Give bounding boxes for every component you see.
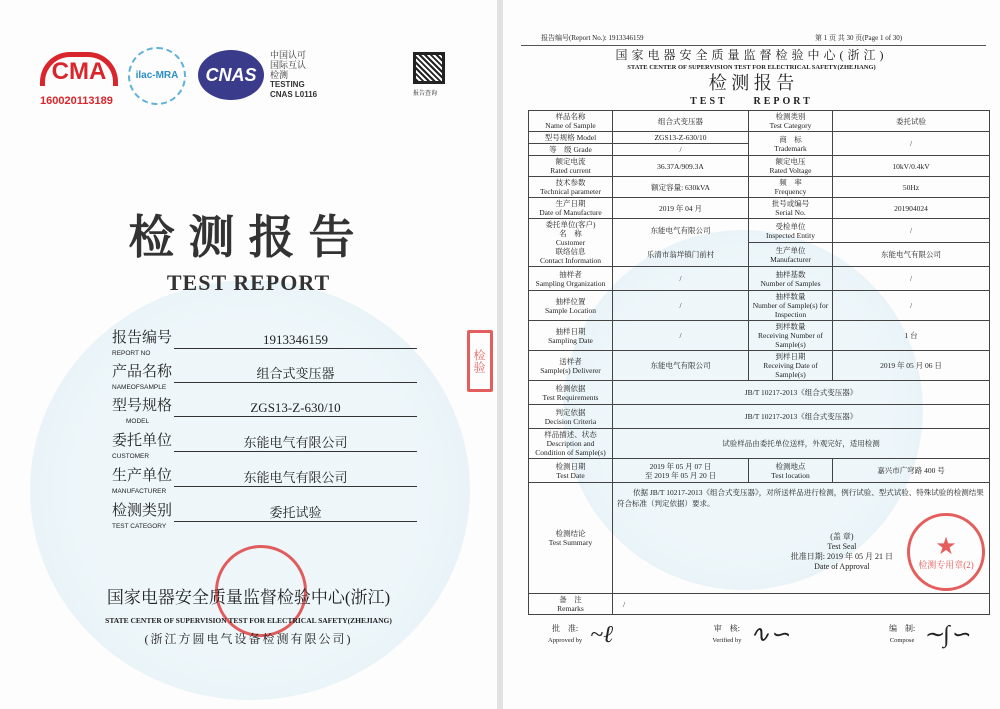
cell-label: 检测结论 xyxy=(555,529,586,538)
cell-value: 2019 年 05 月 06 日 xyxy=(833,351,990,381)
cell-value: / xyxy=(613,144,749,156)
cell-value: / xyxy=(613,321,749,351)
cell-label: 受检单位 xyxy=(775,221,806,231)
label: 生产单位 xyxy=(112,468,173,484)
label: 委托单位 xyxy=(112,433,173,449)
table-row xyxy=(529,132,990,144)
cell-value: 乐清市翁垟镇门前村 xyxy=(613,243,749,267)
org-sub: (浙江方圆电气设备检测有限公司) xyxy=(144,632,353,646)
cell-value: 额定容量: 630kVA xyxy=(613,177,749,198)
field-name-of-sample xyxy=(112,364,417,398)
report-body xyxy=(528,110,990,649)
label: 报告编号 xyxy=(112,330,173,346)
cell-label: 频 率 xyxy=(779,178,802,187)
cell-value: 东能电气有限公司 xyxy=(613,219,749,243)
cell-label-en: Manufacturer xyxy=(770,254,811,264)
cell-label-en: Receiving Number of Sample(s) xyxy=(758,331,823,349)
test-seal-stamp xyxy=(907,513,985,591)
table-row xyxy=(529,459,990,483)
org-name-cn: 国家电器安全质量监督检验中心(浙江) xyxy=(106,588,391,607)
cell-label-en: Serial No. xyxy=(775,208,806,217)
cell-value: / xyxy=(613,291,749,321)
cell-label: 样品名称 xyxy=(555,112,586,121)
cell-label: 检测依据 xyxy=(555,383,586,393)
value: 1913346159 xyxy=(263,332,328,347)
cnas-cn-3: 检测 xyxy=(270,70,289,80)
cell-label: 到样数量 xyxy=(775,322,806,331)
field-manufacturer xyxy=(112,468,417,502)
summary-footer xyxy=(617,513,985,591)
cell-label: 联络信息 xyxy=(555,247,586,256)
qr-code[interactable] xyxy=(413,52,445,84)
report-table xyxy=(528,110,990,615)
cell-label: 抽样日期 xyxy=(555,326,586,336)
label-en: MANUFACTURER xyxy=(112,488,167,495)
cell-value: / xyxy=(613,594,990,615)
cell-label: 备 注 xyxy=(559,595,582,604)
cell-label: 生产日期 xyxy=(555,199,586,208)
cell-label-en: Number of Samples xyxy=(760,278,821,288)
cell-value: 36.37A/909.3A xyxy=(613,156,749,177)
summary-text: 依据 JB/T 10217-2013《组合式变压器》，对所送样品进行检测，例行试验、型式试验、特殊试验的检测结果符合标准（判定依据）要求。 xyxy=(617,488,984,508)
cell-label-en: Receiving Date of Sample(s) xyxy=(763,361,818,379)
label-en: REPORT NO xyxy=(112,350,151,357)
cell-label-en: Sample(s) Deliverer xyxy=(540,365,601,375)
cell-label-en: Number of Sample(s) for Inspection xyxy=(752,301,829,319)
cell-label: 额定电压 xyxy=(775,157,806,166)
table-row xyxy=(529,219,990,243)
cell-label: 检测地点 xyxy=(775,461,806,471)
field-customer xyxy=(112,433,417,467)
cell-label-en: Sample Location xyxy=(544,305,597,315)
cell-label: 送样者 xyxy=(559,356,582,366)
approved-cn: 批 准: xyxy=(551,624,579,633)
label-en: TEST CATEGORY xyxy=(112,523,167,530)
cell-value: JB/T 10217-2013《组合式变压器》 xyxy=(613,405,990,429)
cell-label-en: Test location xyxy=(771,470,810,480)
cell-value: / xyxy=(613,267,749,291)
header-divider xyxy=(521,45,986,46)
verified-by xyxy=(712,621,789,649)
cell-label-en: Inspected Entity xyxy=(766,230,815,240)
report-title-cn: 检 测 报 告 xyxy=(708,73,795,93)
table-row xyxy=(529,483,990,594)
table-row xyxy=(529,321,990,351)
cell-value: / xyxy=(833,132,990,156)
cell-value: 委托试验 xyxy=(833,111,990,132)
cell-value: 嘉兴市广穹路 400 号 xyxy=(833,459,990,483)
table-row xyxy=(529,381,990,405)
cell-label: 额定电流 xyxy=(555,157,586,166)
cell-label-en: Test Date xyxy=(556,470,585,480)
table-row xyxy=(529,267,990,291)
cell-label: 生产单位 xyxy=(775,245,806,255)
value: 组合式变压器 xyxy=(256,366,335,381)
approval-date: 批准日期: 2019 年 05 月 21 日 xyxy=(790,552,893,561)
table-row xyxy=(529,198,990,219)
cell-value: JB/T 10217-2013《组合式变压器》 xyxy=(613,381,990,405)
cell-label: 抽样者 xyxy=(559,269,582,279)
report-org-en: STATE CENTER OF SUPERVISION TEST FOR ELECTRICAL SAFETY(ZHEJIANG) xyxy=(627,64,876,71)
compose-label xyxy=(889,623,915,647)
cell-label-en: Test Requirements xyxy=(542,392,599,402)
cell-label-en: Decision Criteria xyxy=(544,416,597,426)
cnas-logo: CNAS xyxy=(198,50,264,100)
table-row xyxy=(529,594,990,615)
report-org-cn: 国家电器安全质量监督检验中心(浙江) xyxy=(615,48,888,62)
verified-en: Verified by xyxy=(712,637,742,644)
cell-value: 2019 年 05 月 07 日 xyxy=(649,461,712,471)
table-row xyxy=(529,351,990,381)
table-row xyxy=(529,156,990,177)
table-row xyxy=(529,429,990,459)
cell-value: / xyxy=(833,219,990,243)
cell-label: 判定依据 xyxy=(555,407,586,417)
table-row xyxy=(529,291,990,321)
label: 产品名称 xyxy=(112,364,173,380)
seal-cn: (盖 章) xyxy=(830,532,854,541)
cell-value: 组合式变压器 xyxy=(613,111,749,132)
cell-label-en: Frequency xyxy=(774,187,807,196)
cell-label-en: Date of Manufacture xyxy=(539,208,602,217)
signature-verified: ∿∽ xyxy=(749,622,790,648)
cell-value: 50Hz xyxy=(833,177,990,198)
label-en: CUSTOMER xyxy=(112,453,150,460)
cell-label: 商 标 xyxy=(779,134,802,144)
report-title-en: TEST REPORT xyxy=(690,96,813,107)
signature-approved: ~ℓ xyxy=(590,622,614,648)
approved-en: Approved by xyxy=(548,637,583,644)
seal-en: Test Seal xyxy=(827,542,857,551)
ilac-mra-logo: ilac-MRA xyxy=(128,47,186,105)
side-stamp: 检验 xyxy=(467,330,493,392)
field-test-category xyxy=(112,503,417,537)
cnas-text xyxy=(270,50,317,100)
approval-date-en: Date of Approval xyxy=(814,562,870,571)
cell-value: / xyxy=(833,267,990,291)
signature-row xyxy=(528,621,990,649)
cell-value: 1 台 xyxy=(833,321,990,351)
cell-label-en: Technical parameter xyxy=(540,187,601,196)
cell-value: / xyxy=(833,291,990,321)
cell-value: 201904024 xyxy=(833,198,990,219)
cell-label-en: Trademark xyxy=(774,143,807,153)
stamp-text: 检测专用章(2) xyxy=(918,559,974,570)
cell-label-en: Sampling Organization xyxy=(535,278,606,288)
cell-value: 至 2019 年 05 月 20 日 xyxy=(644,470,717,480)
cell-label-en: Customer xyxy=(555,238,586,247)
approved-by xyxy=(548,621,613,649)
cell-label: 抽样位置 xyxy=(555,296,586,306)
cnas-cn-2: 国际互认 xyxy=(270,60,307,70)
cell-value: 东能电气有限公司 xyxy=(833,243,990,267)
cnas-cn-1: 中国认可 xyxy=(270,50,307,60)
approved-label xyxy=(548,623,582,647)
cell-label-en: Remarks xyxy=(557,604,584,613)
cell-label-en: Sampling Date xyxy=(548,335,593,345)
table-row xyxy=(529,111,990,132)
compose-by xyxy=(889,621,970,649)
cell-label: 抽样数量 xyxy=(775,292,806,301)
value: 委托试验 xyxy=(269,505,322,520)
cma-logo: CMA xyxy=(40,52,118,86)
cell-label: 等 级 Grade xyxy=(529,144,613,156)
cover-title-en: TEST REPORT xyxy=(166,270,331,295)
cell-label-en: Test Category xyxy=(769,121,812,130)
cell-label-en: Description and Condition of Sample(s) xyxy=(535,439,606,457)
cell-value: 10kV/0.4kV xyxy=(833,156,990,177)
field-model xyxy=(112,398,417,432)
table-row xyxy=(529,177,990,198)
signature-compose: ∼∫∽ xyxy=(923,622,970,648)
cell-label: 到样日期 xyxy=(775,352,806,361)
cell-label-en: Rated Voltage xyxy=(769,166,812,175)
value: 东能电气有限公司 xyxy=(243,435,348,450)
approval-block xyxy=(791,532,893,572)
compose-cn: 编 制: xyxy=(888,624,916,633)
cell-label: 检测日期 xyxy=(555,461,586,471)
cell-label: 检测类别 xyxy=(775,112,806,121)
label-en: MODEL xyxy=(126,418,150,425)
verified-label xyxy=(712,623,741,647)
cell-label-en: Contact Information xyxy=(539,256,602,265)
cell-label: 技术参数 xyxy=(555,178,586,187)
verified-cn: 审 核: xyxy=(713,624,741,633)
cover-title-cn: 检测报告 xyxy=(128,212,369,263)
label-en: NAMEOFSAMPLE xyxy=(112,384,167,391)
qr-label: 报告查询 xyxy=(413,91,438,97)
cnas-number: CNAS L0116 xyxy=(270,90,318,99)
star-icon: ★ xyxy=(935,533,957,560)
cell-value: 东能电气有限公司 xyxy=(613,351,749,381)
cell-label-en: Rated current xyxy=(550,166,591,175)
report-number: 报告编号(Report No.): 1913346159 xyxy=(541,34,644,42)
cell-label: 委托单位(客户) xyxy=(545,220,596,229)
cell-label: 批号或编号 xyxy=(771,199,810,208)
cell-value: ZGS13-Z-630/10 xyxy=(613,132,749,144)
value: ZGS13-Z-630/10 xyxy=(250,400,341,415)
cell-label-en: Name of Sample xyxy=(545,121,596,130)
cell-value: 试验样品由委托单位送样，外观完好，适用检测 xyxy=(613,429,990,459)
cell-label-en: Test Summary xyxy=(548,538,593,547)
compose-en: Compose xyxy=(889,637,915,644)
cnas-testing: TESTING xyxy=(270,80,305,89)
label: 检测类别 xyxy=(112,503,173,519)
page-indicator: 第 1 页 共 30 页(Page 1 of 30) xyxy=(815,34,903,42)
cell-value: 2019 年 04 月 xyxy=(613,198,749,219)
cell-label: 型号规格 Model xyxy=(529,132,613,144)
cell-label: 抽样基数 xyxy=(775,269,806,279)
cma-number: 160020113189 xyxy=(40,95,113,107)
value: 东能电气有限公司 xyxy=(243,470,348,485)
label: 型号规格 xyxy=(112,398,173,414)
cell-label: 名 称 xyxy=(559,229,582,238)
field-report-no xyxy=(112,330,417,364)
org-name-en: STATE CENTER OF SUPERVISION TEST FOR ELECTRICAL SAFETY(ZHEJIANG) xyxy=(105,616,392,625)
cover-page xyxy=(0,0,497,709)
cell-label: 样品描述、状态 xyxy=(544,430,597,439)
table-row xyxy=(529,405,990,429)
